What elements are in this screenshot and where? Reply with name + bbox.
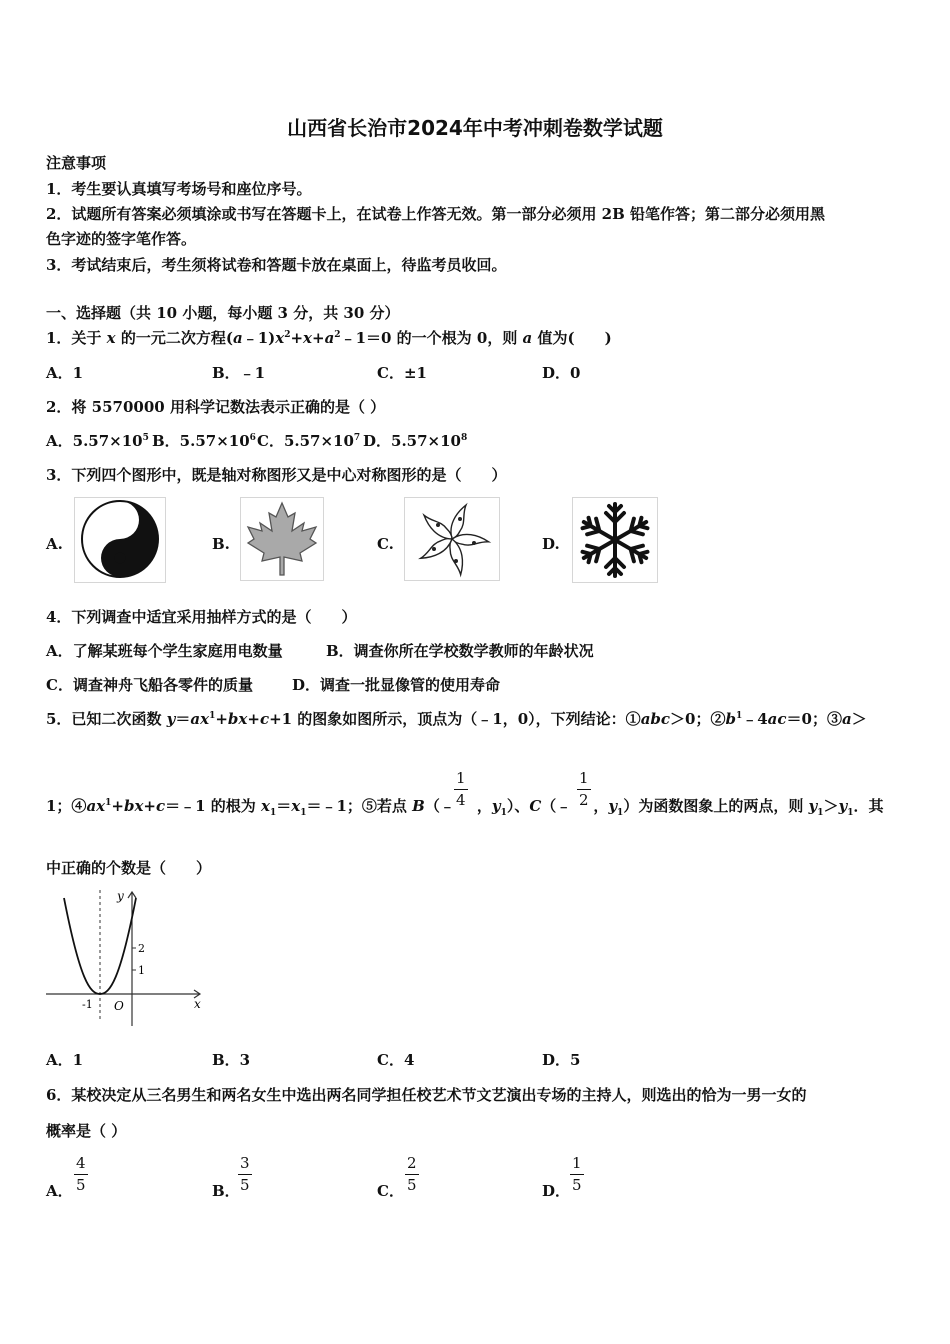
- fraction-one-quarter: $\frac{1}{4}$: [456, 769, 466, 809]
- graph-origin-label: O: [114, 999, 124, 1013]
- q4-option-a: A．了解某班每个学生家庭用电数量: [46, 642, 283, 660]
- question-3-stem: 3．下列四个图形中，既是轴对称图形又是中心对称图形的是（ ）: [46, 466, 507, 484]
- q6-option-d-fraction: $\frac{1}{5}$: [572, 1154, 582, 1194]
- notice-item-1: 1．考生要认真填写考场号和座位序号。: [46, 180, 312, 198]
- question-2-stem: 2．将 5570000 用科学记数法表示正确的是（ ）: [46, 398, 386, 416]
- q5-option-a: A．1: [46, 1051, 84, 1069]
- notice-item-2-cont: 色字迹的签字笔作答。: [46, 230, 197, 248]
- snowflake-icon: [572, 497, 658, 583]
- section-heading: 一、选择题（共 10 小题，每小题 3 分，共 30 分）: [46, 304, 400, 322]
- q3-option-c-label: C.: [377, 535, 394, 553]
- q1-option-a: A．1: [46, 364, 84, 382]
- q1-option-b: B．﹣1: [212, 364, 266, 382]
- question-6-line-2: 概率是（ ）: [46, 1122, 127, 1140]
- yin-yang-icon: [74, 497, 166, 583]
- question-5-line-1: 5．已知二次函数 $y=ax^1+bx+c+1$ 的图象如图所示，顶点为（﹣1，0），下列结论：①abc＞0；$②b^1﹣4ac=0$；③a＞: [46, 710, 867, 728]
- q1-option-d: D．0: [542, 364, 581, 382]
- notice-heading: 注意事项: [46, 154, 107, 172]
- q6-option-a-fraction: $\frac{4}{5}$: [76, 1154, 86, 1194]
- q6-option-c-label: C．: [377, 1182, 404, 1200]
- question-1-stem: 1．关于 x 的一元二次方程$(a﹣1)x^2+x+a^2﹣1=0$ 的一个根为 0，则 a 值为( ): [46, 329, 612, 347]
- q5-option-d: D．5: [542, 1051, 581, 1069]
- maple-leaf-icon: [240, 497, 324, 581]
- graph-tick-2: 2: [138, 942, 145, 955]
- q6-option-b-label: B．: [212, 1182, 240, 1200]
- q2-option-b: B．$5.57\times 10^6$: [152, 432, 256, 450]
- q4-option-b: B．调查你所在学校数学教师的年龄状况: [326, 642, 594, 660]
- q2-option-d: D．$5.57\times 10^8$: [363, 432, 468, 450]
- graph-tick-1: 1: [138, 964, 145, 977]
- parabola-graph: [44, 886, 208, 1030]
- bauhinia-flower-icon: [404, 497, 500, 581]
- q6-option-a-label: A．: [46, 1182, 73, 1200]
- fraction-one-half: $\frac{1}{2}$: [579, 769, 589, 809]
- notice-item-2: 2．试题所有答案必须填涂或书写在答题卡上，在试卷上作答无效。第一部分必须用 2B 铅笔作答；第二部分必须用黑: [46, 205, 826, 223]
- q4-option-c: C．调查神舟飞船各零件的质量: [46, 676, 253, 694]
- q3-option-b-label: B.: [212, 535, 230, 553]
- q6-option-b-fraction: $\frac{3}{5}$: [240, 1154, 250, 1194]
- q5-option-b: B．3: [212, 1051, 251, 1069]
- q4-option-d: D．调查一批显像管的使用寿命: [292, 676, 501, 694]
- q2-option-c: C．$5.57\times 10^7$: [257, 432, 361, 450]
- question-4-stem: 4．下列调查中适宜采用抽样方式的是（ ）: [46, 608, 357, 626]
- notice-item-3: 3．考试结束后，考生须将试卷和答题卡放在桌面上，待监考员收回。: [46, 256, 507, 274]
- q3-option-a-label: A.: [46, 535, 63, 553]
- question-5-line-2: 1；$④ax^1+bx+c=﹣1$ 的根为 $x_1=x_1=﹣1$；⑤若点 B（﹣ ，$y_1$）、C（﹣ ，$y_1$）为函数图象上的两点，则 $y_1>y_1$．其: [46, 797, 884, 818]
- q2-option-a: A．$5.57\times 10^5$: [46, 432, 149, 450]
- graph-x-label: x: [194, 997, 201, 1011]
- q6-option-d-label: D．: [542, 1182, 571, 1200]
- q5-option-c: C．4: [377, 1051, 415, 1069]
- q3-option-d-label: D.: [542, 535, 560, 553]
- question-6-line-1: 6．某校决定从三名男生和两名女生中选出两名同学担任校艺术节文艺演出专场的主持人，则选出的恰为一男一女的: [46, 1086, 807, 1104]
- graph-y-label: y: [117, 889, 124, 903]
- q6-option-c-fraction: $\frac{2}{5}$: [407, 1154, 417, 1194]
- page-title: 山西省长治市2024年中考冲刺卷数学试题: [287, 116, 663, 140]
- question-5-line-3: 中正确的个数是（ ）: [46, 859, 212, 877]
- q1-option-c: C．±1: [377, 364, 427, 382]
- graph-tick-minus-1: -1: [82, 998, 93, 1011]
